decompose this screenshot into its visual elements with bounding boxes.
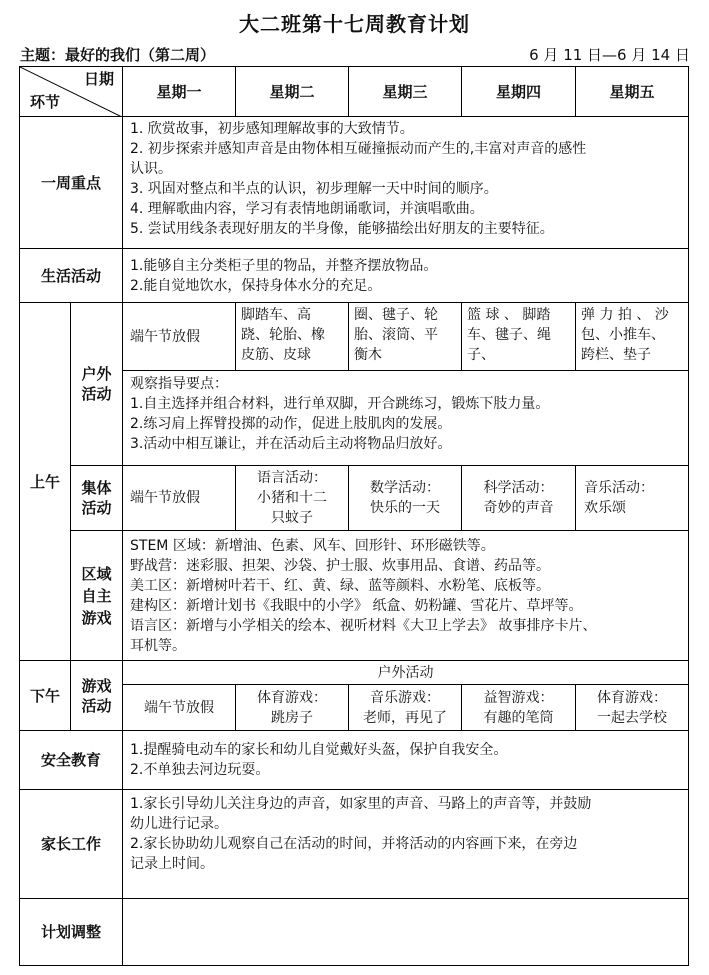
- afternoon-wed-line: 老师，再见了: [363, 709, 447, 726]
- outdoor-mon: [122, 302, 236, 371]
- weekly-focus-item: 4. 理解歌曲内容，学习有表情地朗诵歌词，并演唱歌曲。: [130, 201, 484, 217]
- outdoor-label: [70, 302, 123, 466]
- outdoor-mon-text: 端午节放假: [130, 328, 200, 345]
- outdoor-tue-line: 跷、轮胎、橡: [241, 327, 325, 343]
- outdoor-tue-line: 脚踏车、高: [241, 307, 311, 323]
- day-header-mon: 星期一: [122, 66, 236, 117]
- group-tue-line: 语言活动：: [257, 470, 327, 486]
- outdoor-wed-line: 圈、毽子、轮: [354, 307, 438, 323]
- guidance-line: 观察指导要点：: [130, 376, 228, 392]
- life-activity-content: [122, 248, 689, 303]
- weekly-focus-item: 5. 尝试用线条表现好朋友的半身像，能够描绘出好朋友的主要特征。: [130, 221, 554, 237]
- group-tue-line: 只蚊子: [271, 510, 313, 526]
- parents-item: 2.家长协助幼儿观察自己在活动的时间，并将活动的内容画下来，在旁边: [130, 836, 578, 852]
- weekly-focus-content: [122, 116, 689, 249]
- group-tue: [235, 465, 349, 531]
- life-activity-item: 1.能够自主分类柜子里的物品，并整齐摆放物品。: [130, 257, 438, 274]
- outdoor-guidance: [122, 370, 689, 466]
- outdoor-tue-line: 皮筋、皮球: [241, 347, 311, 363]
- parents-content: [122, 789, 689, 899]
- afternoon-fri: [575, 684, 689, 731]
- area-label: [70, 530, 123, 661]
- life-activity-label: 生活活动: [19, 248, 123, 303]
- game-label: [70, 660, 123, 731]
- group-fri-line: 欢乐颂: [584, 500, 626, 516]
- group-tue-line: 小猪和十二: [257, 490, 327, 506]
- group-wed: [348, 465, 462, 531]
- group-wed-line: 数学活动：: [370, 480, 440, 496]
- weekly-focus-item: 2. 初步探索并感知声音是由物体相互碰撞振动而产生的,丰富对声音的感性: [130, 141, 587, 157]
- afternoon-fri-line: 一起去学校: [597, 709, 667, 726]
- area-label-1: 区域: [81, 564, 112, 583]
- adjust-content: [122, 898, 689, 966]
- afternoon-thu-line: 益智游戏：: [483, 689, 554, 706]
- safety-label: 安全教育: [19, 730, 123, 790]
- group-thu: [461, 465, 576, 531]
- outdoor-tue: [235, 302, 349, 371]
- area-item: 耳机等。: [130, 637, 186, 654]
- game-label-1: 游戏: [81, 676, 112, 695]
- safety-item: 1.提醒骑电动车的家长和幼儿自觉戴好头盔，保护自我安全。: [130, 742, 508, 758]
- afternoon-wed-line: 音乐游戏：: [370, 689, 440, 706]
- theme: 主题：最好的我们（第二周）: [20, 46, 216, 64]
- date-label: 日期: [83, 70, 114, 88]
- area-item: 建构区：新增计划书《我眼中的小学》 纸盒、奶粉罐、雪花片、草坪等。: [130, 597, 583, 614]
- adjust-label: 计划调整: [19, 898, 123, 966]
- guidance-line: 2.练习肩上挥臂投掷的动作，促进上肢肌肉的发展。: [130, 416, 452, 432]
- parents-label: 家长工作: [19, 789, 123, 899]
- outdoor-thu-line: 篮 球 、 脚踏: [467, 307, 551, 323]
- area-item: STEM 区域：新增油、色素、风车、回形针、环形磁铁等。: [130, 537, 495, 554]
- outdoor-thu-line: 子、: [467, 347, 495, 363]
- weekly-focus-item: 认识。: [130, 161, 172, 177]
- outdoor-label-1: 户外: [81, 365, 112, 383]
- outdoor-wed: [348, 302, 462, 371]
- afternoon-fri-line: 体育游戏：: [597, 689, 667, 706]
- weekly-focus-item: 1. 欣赏故事，初步感知理解故事的大致情节。: [130, 121, 414, 137]
- outdoor-thu: [461, 302, 576, 371]
- afternoon-tue-line: 跳房子: [271, 709, 313, 726]
- area-item: 野战营：迷彩服、担架、沙袋、护士服、炊事用品、食谱、药品等。: [130, 557, 550, 574]
- day-header-tue: 星期二: [235, 66, 349, 117]
- afternoon-header: 户外活动: [122, 660, 689, 685]
- weekly-focus-item: 3. 巩固对整点和半点的认识，初步理解一天中时间的顺序。: [130, 181, 498, 197]
- afternoon-wed: [348, 684, 462, 731]
- life-activity-item: 2.能自觉地饮水，保持身体水分的充足。: [130, 277, 382, 294]
- outdoor-wed-line: 胎、滚筒、平: [354, 327, 438, 343]
- outdoor-fri-line: 跨栏、垫子: [581, 347, 651, 363]
- afternoon-label: 下午: [19, 660, 71, 731]
- subtitle-line: [20, 44, 690, 66]
- safety-item: 2.不单独去河边玩耍。: [130, 762, 270, 778]
- afternoon-tue: [235, 684, 349, 731]
- day-header-fri: 星期五: [575, 66, 689, 117]
- date-range: 6 月 11 日—6 月 14 日: [529, 46, 690, 64]
- parents-item: 幼儿进行记录。: [130, 816, 228, 832]
- header-corner-cell: [19, 66, 123, 117]
- guidance-line: 3.活动中相互谦让，并在活动后主动将物品归放好。: [130, 436, 452, 452]
- game-label-2: 活动: [81, 696, 112, 715]
- group-thu-line: 科学活动：: [483, 480, 554, 496]
- group-fri-line: 音乐活动：: [584, 480, 654, 496]
- guidance-line: 1.自主选择并组合材料，进行单双脚，开合跳练习，锻炼下肢力量。: [130, 396, 550, 412]
- afternoon-tue-line: 体育游戏：: [257, 689, 327, 706]
- parents-item: 1.家长引导幼儿关注身边的声音，如家里的声音、马路上的声音等，并鼓励: [130, 796, 592, 812]
- group-mon-text: 端午节放假: [130, 490, 200, 506]
- morning-label: 上午: [19, 302, 71, 661]
- area-label-2: 自主: [81, 586, 112, 605]
- day-header-thu: 星期四: [461, 66, 576, 117]
- parents-item: 记录上时间。: [130, 856, 214, 872]
- group-label-1: 集体: [81, 479, 112, 497]
- group-label: [70, 465, 123, 531]
- group-label-2: 活动: [81, 499, 112, 517]
- page-title: 大二班第十七周教育计划: [239, 12, 470, 36]
- afternoon-thu-line: 有趣的笔筒: [483, 709, 554, 726]
- outdoor-fri-line: 包、小推车、: [581, 327, 665, 343]
- afternoon-mon: 端午节放假: [122, 684, 236, 731]
- afternoon-thu: [461, 684, 576, 731]
- safety-content: [122, 730, 689, 790]
- group-fri: [575, 465, 689, 531]
- area-label-3: 游戏: [81, 608, 112, 627]
- area-item: 语言区：新增与小学相关的绘本、视听材料《大卫上学去》 故事排序卡片、: [130, 617, 597, 634]
- group-thu-line: 奇妙的声音: [483, 500, 554, 516]
- group-wed-line: 快乐的一天: [370, 500, 440, 516]
- outdoor-fri: [575, 302, 689, 371]
- group-mon: [122, 465, 236, 531]
- outdoor-wed-line: 衡木: [354, 347, 382, 363]
- section-label: 环节: [30, 93, 61, 111]
- area-content: [122, 530, 689, 661]
- outdoor-fri-line: 弹 力 拍 、 沙: [581, 307, 669, 323]
- weekly-focus-label: 一周重点: [19, 116, 123, 249]
- outdoor-label-2: 活动: [81, 385, 112, 403]
- outdoor-thu-line: 车、毽子、绳: [467, 327, 551, 343]
- area-item: 美工区：新增树叶若干、红、黄、绿、蓝等颜料、水粉笔、底板等。: [130, 577, 550, 594]
- day-header-wed: 星期三: [348, 66, 462, 117]
